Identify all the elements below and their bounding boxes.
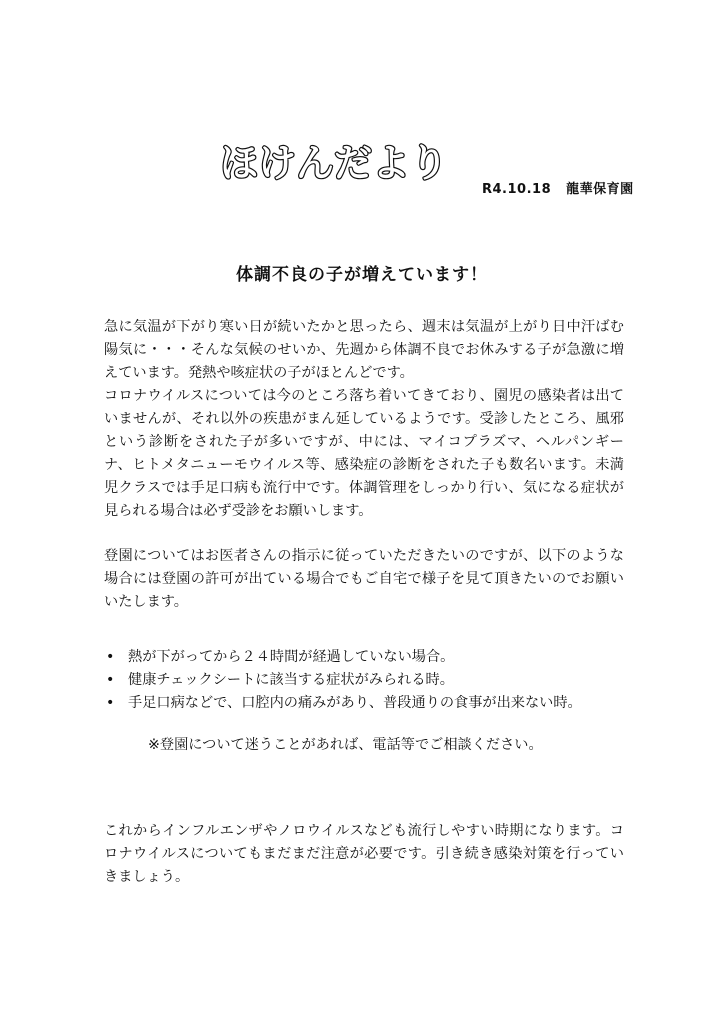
paragraph-weather: 急に気温が下がり寒い日が続いたかと思ったら、週末は気温が上がり日中汗ばむ陽気に・・・そんな気候のせいか、先週から体調不良でお休みする子が急激に増えています。発熱や咳症状の子がほとんどです。 — [104, 319, 624, 381]
bullet-icon: • — [106, 672, 115, 688]
list-item-text: 手足口病などで、口腔内の痛みがあり、普段通りの食事が出来ない時。 — [128, 695, 582, 711]
issue-info — [482, 178, 634, 197]
list-item-text: 健康チェックシートに該当する症状がみられる時。 — [128, 672, 454, 688]
paragraph-closing: これからインフルエンザやノロウイルスなども流行しやすい時期になります。コロナウイルスについてもまだまだ注意が必要です。引き続き感染対策を行っていきましょう。 — [104, 823, 624, 885]
section-health-status — [104, 316, 624, 523]
section-attendance — [104, 545, 624, 614]
masthead-title-text: ほけんだより — [219, 141, 449, 185]
paragraph-infections: コロナウイルスについては今のところ落ち着いてきており、園児の感染者は出ていませんが、それ以外の疾患がまん延しているようです。受診したところ、風邪という診断をされた子が多いですが、中には、マイコプラズマ、ヘルパンギーナ、ヒトメタニューモウイルス等、感染症の診断をされた子も数名います。未満児クラスでは手足口病も流行中です。体調管理をしっかり行い、気になる症状が見られる場合は必ず受診をお願いします。 — [104, 388, 624, 519]
list-item — [104, 692, 624, 715]
consultation-note: ※登園について迷うことがあれば、電話等でご相談ください。 — [148, 737, 543, 753]
list-item — [104, 669, 624, 692]
section-closing — [104, 820, 624, 889]
bullet-icon: • — [106, 695, 115, 711]
organization-name: 龍華保育園 — [566, 182, 634, 197]
attendance-conditions-list — [104, 646, 624, 715]
list-item-text: 熱が下がってから２４時間が経過していない場合。 — [128, 649, 455, 665]
paragraph-attendance: 登園についてはお医者さんの指示に従っていただきたいのですが、以下のような場合には登園の許可が出ている場合でもご自宅で様子を見て頂きたいのでお願いいたします。 — [104, 548, 624, 610]
masthead-title-graphic — [208, 130, 460, 194]
headline: 体調不良の子が増えています！ — [236, 265, 488, 285]
list-item — [104, 646, 624, 669]
issue-date: R4.10.18 — [482, 182, 552, 197]
bullet-icon: • — [106, 649, 115, 665]
masthead-title — [208, 130, 460, 194]
